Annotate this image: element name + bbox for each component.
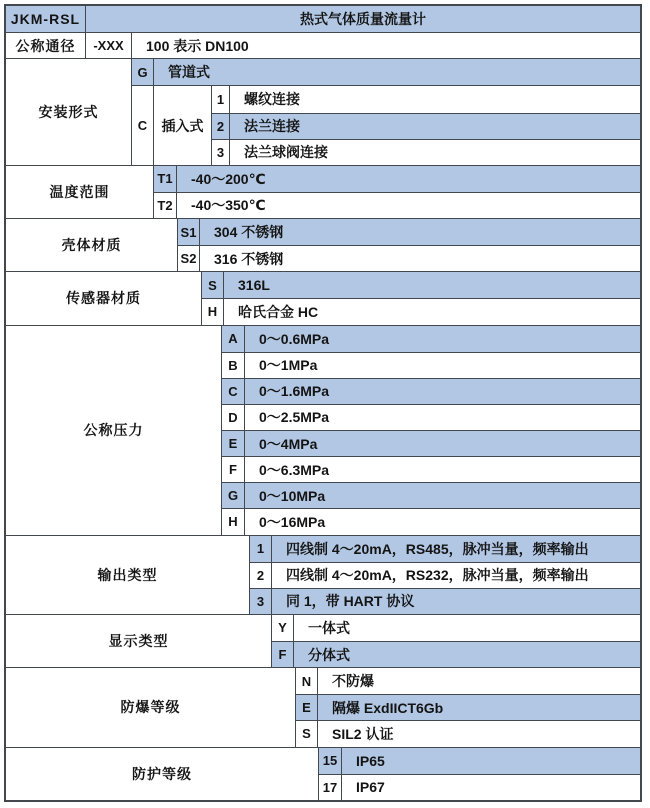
section-protection	[6, 747, 640, 800]
option-value: 法兰连接	[244, 118, 300, 135]
option-value: IP65	[356, 752, 385, 769]
option-value: 同 1，带 HART 协议	[286, 593, 415, 610]
option-value: 0～4MPa	[259, 435, 318, 452]
section-output	[6, 535, 640, 614]
table-title: 热式气体质量流量计	[86, 6, 640, 32]
section-temperature	[6, 165, 640, 218]
option-row	[222, 326, 640, 352]
option-code: T1	[154, 166, 177, 192]
option-row	[250, 536, 640, 562]
dn-label: 公称通径	[6, 33, 86, 58]
dn-value: 100 表示 DN100	[146, 37, 249, 54]
option-code: 17	[319, 775, 342, 800]
option-value: 四线制 4～20mA，RS232，脉冲当量，频率输出	[286, 567, 589, 584]
option-value: 316 不锈钢	[214, 250, 284, 267]
option-code: 1	[250, 536, 272, 562]
option-value: 0～2.5MPa	[259, 409, 330, 426]
option-row	[222, 378, 640, 404]
option-value: 哈氏合金 HC	[238, 303, 319, 320]
option-code: C	[222, 379, 245, 404]
explosion-label: 防爆等级	[6, 668, 296, 746]
section-dn	[6, 32, 640, 58]
section-install	[6, 58, 640, 165]
display-label: 显示类型	[6, 615, 272, 667]
option-value: 0～0.6MPa	[259, 330, 330, 347]
option-value: 0～10MPa	[259, 487, 326, 504]
option-row	[296, 694, 640, 720]
option-row	[212, 113, 640, 139]
model-code: JKM-RSL	[6, 6, 86, 32]
option-value: -40～350℃	[191, 197, 266, 214]
option-row	[222, 404, 640, 430]
option-value: 分体式	[308, 646, 350, 663]
option-code: 3	[212, 140, 230, 165]
output-label: 输出类型	[6, 536, 250, 614]
option-code: S	[296, 721, 318, 746]
dn-code: -XXX	[86, 33, 132, 58]
option-value: -40～200℃	[191, 170, 266, 187]
option-code: F	[222, 457, 245, 482]
option-row	[250, 588, 640, 614]
option-code: 2	[212, 114, 230, 139]
option-row	[132, 59, 640, 85]
option-code: D	[222, 405, 245, 430]
option-code: 2	[250, 563, 272, 588]
option-value: 0～6.3MPa	[259, 461, 330, 478]
option-code: 3	[250, 589, 272, 614]
option-code: S1	[178, 219, 200, 245]
option-row	[178, 245, 640, 271]
pressure-label: 公称压力	[6, 326, 222, 535]
option-row	[296, 668, 640, 694]
option-code: G	[132, 59, 154, 85]
option-value: 0～1.6MPa	[259, 383, 330, 400]
option-code: F	[272, 642, 294, 667]
housing-label: 壳体材质	[6, 219, 178, 271]
option-row	[222, 456, 640, 482]
option-code: 1	[212, 86, 230, 112]
insert-group	[132, 85, 640, 164]
option-row	[250, 562, 640, 588]
option-row	[212, 86, 640, 112]
option-code: S	[202, 272, 224, 298]
option-code: S2	[178, 246, 200, 271]
option-code: Y	[272, 615, 294, 641]
header-row	[6, 6, 640, 32]
option-value: 316L	[238, 277, 270, 294]
option-row	[222, 352, 640, 378]
protection-label: 防护等级	[6, 748, 319, 800]
section-sensor	[6, 271, 640, 324]
option-value: 0～1MPa	[259, 357, 318, 374]
sensor-label: 传感器材质	[6, 272, 202, 324]
option-value: 0～16MPa	[259, 513, 326, 530]
option-code: 15	[319, 748, 342, 774]
option-code: H	[202, 299, 224, 324]
option-code: B	[222, 353, 245, 378]
option-row	[202, 272, 640, 298]
temperature-label: 温度范围	[6, 166, 154, 218]
option-row	[272, 641, 640, 667]
option-value: 不防爆	[332, 673, 374, 690]
spec-table	[4, 4, 642, 802]
option-row	[178, 219, 640, 245]
option-code: E	[222, 431, 245, 456]
option-value: 隔爆 ExdIICT6Gb	[332, 699, 444, 716]
option-value: IP67	[356, 779, 385, 796]
option-row	[319, 774, 640, 800]
option-row	[212, 139, 640, 165]
option-value: SIL2 认证	[332, 725, 394, 742]
option-value: 四线制 4～20mA，RS485，脉冲当量，频率输出	[286, 540, 589, 557]
option-row	[222, 508, 640, 534]
insert-name: 插入式	[154, 86, 212, 164]
option-row	[154, 166, 640, 192]
option-code: T2	[154, 193, 177, 218]
option-row	[222, 430, 640, 456]
section-display	[6, 614, 640, 667]
section-pressure	[6, 325, 640, 535]
option-value: 法兰球阀连接	[244, 144, 328, 161]
option-row	[154, 192, 640, 218]
option-row	[222, 482, 640, 508]
option-code: N	[296, 668, 318, 694]
option-code: E	[296, 695, 318, 720]
section-housing	[6, 218, 640, 271]
option-row	[319, 748, 640, 774]
option-row	[296, 720, 640, 746]
install-label: 安装形式	[6, 59, 132, 165]
option-value: 一体式	[308, 619, 350, 636]
option-code: H	[222, 509, 245, 534]
option-value: 管道式	[168, 64, 210, 81]
option-row	[272, 615, 640, 641]
option-value: 螺纹连接	[244, 91, 300, 108]
option-row	[202, 298, 640, 324]
option-code: G	[222, 483, 245, 508]
section-explosion	[6, 667, 640, 746]
option-code: A	[222, 326, 245, 352]
option-value: 304 不锈钢	[214, 224, 284, 241]
option-code: C	[132, 86, 154, 164]
